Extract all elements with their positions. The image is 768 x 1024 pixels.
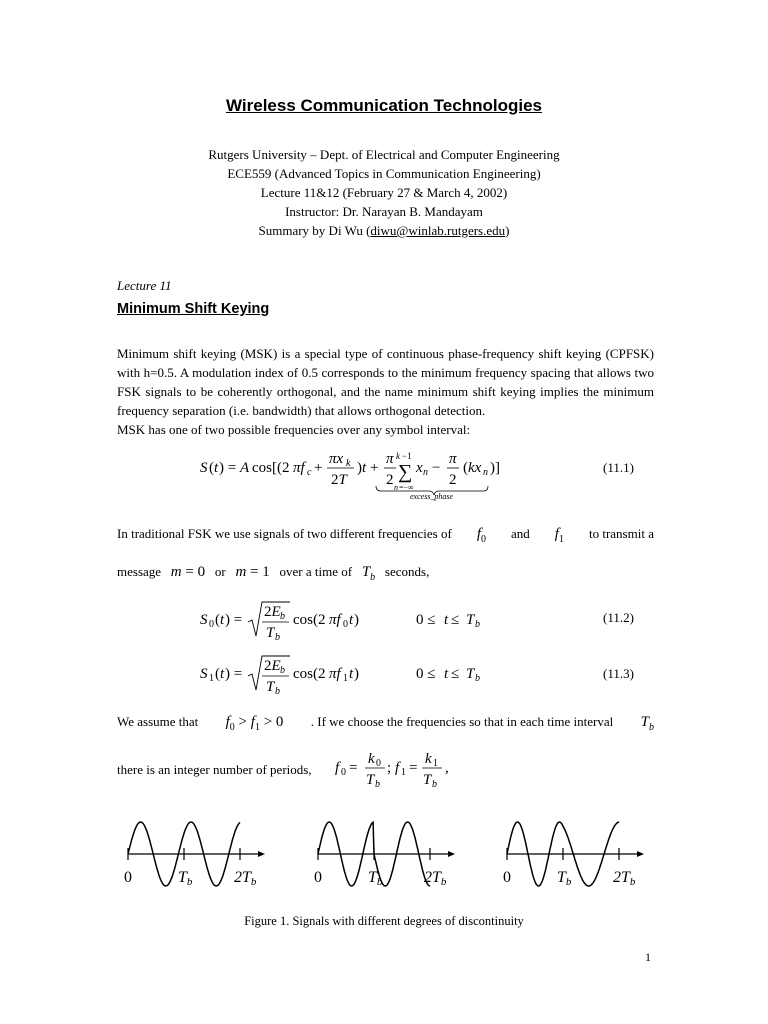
- svg-text:b: b: [475, 619, 480, 630]
- svg-text:): ): [357, 460, 362, 476]
- svg-text:;: ;: [387, 760, 392, 776]
- figure-axis-arrow: [448, 851, 455, 857]
- svg-text:=: =: [349, 760, 358, 776]
- svg-text:)]: )]: [490, 460, 500, 476]
- svg-text:S: S: [200, 460, 208, 476]
- svg-text:0 ≤: 0 ≤: [416, 666, 436, 682]
- svg-text:t: t: [349, 666, 354, 682]
- svg-text:2: 2: [449, 472, 457, 488]
- svg-text:b: b: [275, 632, 280, 643]
- svg-text:b: b: [432, 779, 437, 790]
- svg-text:0: 0: [343, 619, 348, 630]
- fsk-message: message: [117, 564, 162, 579]
- equation-number-11-3: (11.3): [603, 666, 634, 681]
- underbrace-label: excess_phase: [410, 492, 454, 501]
- svg-text:n: n: [483, 467, 488, 478]
- figure-tick-label: 2Tb: [234, 869, 257, 888]
- figure-tick-label: Tb: [368, 869, 383, 888]
- svg-text:≤: ≤: [451, 666, 460, 682]
- svg-text:=−∞: =−∞: [399, 483, 414, 492]
- figure-panel-3: [503, 822, 644, 888]
- svg-text:0: 0: [209, 619, 214, 630]
- equation-frequency-def-svg: [335, 746, 455, 792]
- svg-text:k: k: [396, 451, 400, 461]
- assume-text-1: We assume that: [117, 714, 199, 729]
- equation-frequency-def: [335, 746, 455, 797]
- svg-text:1: 1: [433, 758, 438, 769]
- svg-text:−: −: [432, 460, 441, 476]
- svg-text:0: 0: [341, 767, 346, 778]
- svg-text:1: 1: [209, 673, 214, 684]
- fsk-text-1: In traditional FSK we use signals of two different frequencies of: [117, 526, 452, 541]
- svg-text:(: (: [215, 612, 220, 628]
- svg-text:n: n: [423, 467, 428, 478]
- paragraph-fsk-line2: message m = 0 or m = 1 over a time of $T_b$ seconds,: [117, 564, 430, 583]
- svg-text:) =: ) =: [219, 460, 237, 476]
- svg-text:cos[(2: cos[(2: [252, 460, 290, 476]
- fsk-and: and: [511, 526, 530, 541]
- paragraph-msk-frequencies: MSK has one of two possible frequencies over any symbol interval:: [117, 422, 471, 437]
- svg-text:+: +: [314, 460, 323, 476]
- svg-text:t: t: [362, 460, 367, 476]
- svg-text:b: b: [475, 673, 480, 684]
- svg-text:t: t: [220, 666, 225, 682]
- fsk-over: over a time of: [279, 564, 353, 579]
- svg-text:k: k: [368, 751, 375, 767]
- svg-text:cos(2: cos(2: [293, 612, 326, 628]
- svg-text:n: n: [394, 483, 398, 492]
- svg-text:T: T: [466, 666, 475, 682]
- svg-text:f: f: [395, 760, 400, 776]
- svg-text:t: t: [349, 612, 354, 628]
- svg-text:1: 1: [401, 767, 406, 778]
- svg-text:): ): [354, 612, 359, 628]
- svg-text:) =: ) =: [225, 612, 243, 628]
- svg-text:πf: πf: [293, 460, 305, 476]
- fsk-seconds: seconds,: [384, 564, 430, 579]
- header-affiliation: Rutgers University – Dept. of Electrical and Computer Engineering: [208, 147, 560, 162]
- svg-text:cos(2: cos(2: [293, 666, 326, 682]
- fsk-or: or: [214, 564, 226, 579]
- equation-11-2: [200, 598, 490, 649]
- svg-text:S: S: [200, 612, 208, 628]
- svg-text:S: S: [200, 666, 208, 682]
- svg-text:b: b: [280, 665, 285, 676]
- svg-text:(: (: [215, 666, 220, 682]
- figure-axis-arrow: [637, 851, 644, 857]
- svg-text:0: 0: [376, 758, 381, 769]
- svg-text:f: f: [335, 760, 340, 776]
- summary-prefix: Summary by Di Wu (: [258, 223, 371, 238]
- svg-text:2E: 2E: [264, 604, 281, 620]
- header-course: ECE559 (Advanced Topics in Communication Engineering): [227, 166, 541, 181]
- figure-axis-arrow: [258, 851, 265, 857]
- svg-text:2: 2: [386, 472, 394, 488]
- svg-text:πf: πf: [329, 666, 341, 682]
- svg-text:πf: πf: [329, 612, 341, 628]
- svg-text:=: =: [409, 760, 418, 776]
- svg-text:T: T: [266, 625, 275, 641]
- svg-text:2T: 2T: [331, 472, 347, 488]
- svg-text:): ): [354, 666, 359, 682]
- equation-11-2-svg: [200, 598, 490, 644]
- figure-caption: Figure 1. Signals with different degrees of discontinuity: [244, 914, 524, 928]
- figure-tick-label: Tb: [178, 869, 193, 888]
- svg-text:1: 1: [343, 673, 348, 684]
- svg-text:t: t: [444, 666, 449, 682]
- svg-text:b: b: [280, 611, 285, 622]
- svg-text:π: π: [386, 451, 394, 467]
- svg-text:πx: πx: [329, 451, 344, 467]
- figure-tick-label: 0: [503, 869, 511, 886]
- fsk-text-2: to transmit a: [588, 526, 654, 541]
- svg-text:t: t: [444, 612, 449, 628]
- figure-panel-1: [124, 822, 265, 888]
- header-instructor: Instructor: Dr. Narayan B. Mandayam: [285, 204, 483, 219]
- svg-text:+: +: [370, 460, 379, 476]
- svg-text:0 ≤: 0 ≤: [416, 612, 436, 628]
- equation-number-11-1: (11.1): [603, 460, 634, 475]
- figure-panel-2: [314, 822, 455, 888]
- svg-text:k: k: [425, 751, 432, 767]
- equation-11-3-svg: [200, 652, 490, 698]
- figure-tick-label: 2Tb: [613, 869, 636, 888]
- header-lecture-date: Lecture 11&12 (February 27 & March 4, 2002): [260, 185, 508, 200]
- equation-11-3: [200, 652, 490, 703]
- svg-text:c: c: [307, 467, 312, 478]
- svg-text:≤: ≤: [451, 612, 460, 628]
- svg-text:b: b: [275, 686, 280, 697]
- figure-tick-label: Tb: [557, 869, 572, 888]
- svg-text:T: T: [423, 772, 432, 788]
- svg-text:−1: −1: [402, 451, 412, 461]
- svg-text:(: (: [209, 460, 214, 476]
- figure-1: [120, 812, 650, 892]
- section-title: Minimum Shift Keying: [117, 301, 270, 317]
- equation-11-1: [200, 446, 510, 506]
- summary-suffix: ): [505, 223, 510, 238]
- assume-text-2: . If we choose the frequencies so that in each time interval: [310, 714, 614, 729]
- svg-text:t: t: [220, 612, 225, 628]
- paragraph-msk-intro: Minimum shift keying (MSK) is a special type of continuous phase-frequency shift keying (CPFSK) with h=0.5. A modulation index of 0.5 corresponds to the minimum frequency spacing that allows two FSK signals to be coherently orthogonal, and the name minimum shift keying implies the minimum frequency separation (i.e. bandwidth) that allows orthogonal detection.: [117, 346, 654, 418]
- header-summary: [0, 221, 768, 240]
- header-block: [0, 145, 768, 240]
- page-number: 1: [645, 950, 651, 964]
- svg-text:A: A: [240, 460, 250, 476]
- svg-text:t: t: [214, 460, 219, 476]
- svg-text:T: T: [466, 612, 475, 628]
- svg-text:T: T: [366, 772, 375, 788]
- figure-tick-label: 2Tb: [424, 869, 447, 888]
- paragraph-fsk: In traditional FSK we use signals of two different frequencies of $f_0$ and $f_1$ to transmit a: [117, 526, 654, 545]
- svg-text:x: x: [416, 460, 423, 476]
- svg-text:2E: 2E: [264, 658, 281, 674]
- svg-text:π: π: [449, 451, 457, 467]
- svg-text:,: ,: [445, 760, 449, 776]
- figure-1-svg: [120, 812, 650, 892]
- svg-text:) =: ) =: [225, 666, 243, 682]
- svg-text:(: (: [463, 460, 468, 476]
- paragraph-assume: We assume that $f_0 > f_1 > 0$ . If we choose the frequencies so that in each time interval $T_b$: [117, 714, 654, 733]
- figure-tick-label: 0: [124, 869, 132, 886]
- equation-11-1-svg: [200, 446, 510, 508]
- svg-text:k: k: [346, 458, 351, 469]
- figure-tick-label: 0: [314, 869, 322, 886]
- lecture-label: Lecture 11: [117, 278, 172, 293]
- equation-number-11-2: (11.2): [603, 610, 634, 625]
- svg-text:b: b: [375, 779, 380, 790]
- svg-text:T: T: [266, 679, 275, 695]
- paragraph-integer-periods: there is an integer number of periods,: [117, 762, 312, 777]
- document-title: Wireless Communication Technologies: [226, 96, 542, 115]
- svg-text:∑: ∑: [398, 461, 413, 483]
- email-link[interactable]: diwu@winlab.rutgers.edu: [370, 223, 506, 238]
- svg-text:kx: kx: [468, 460, 482, 476]
